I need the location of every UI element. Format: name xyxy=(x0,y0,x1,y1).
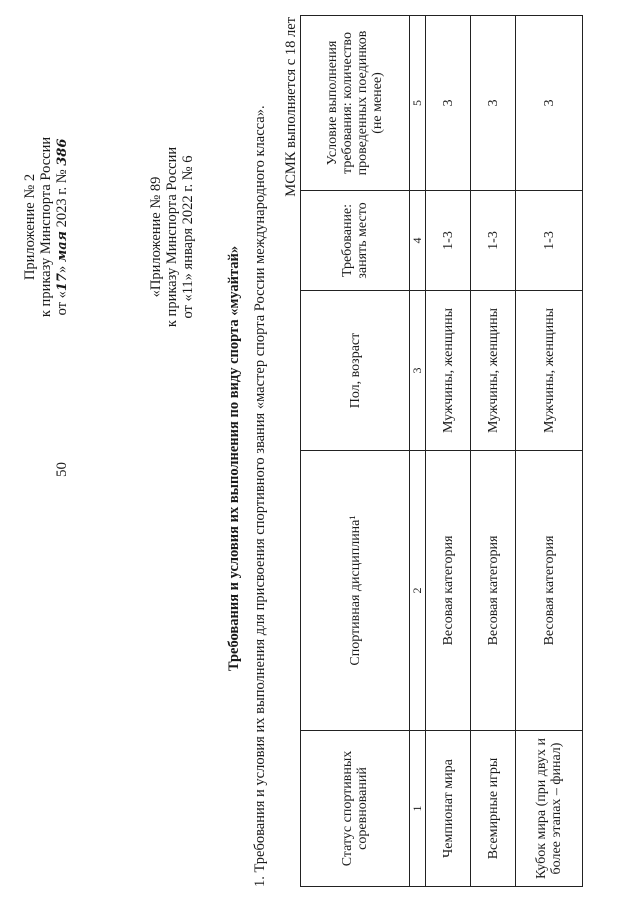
appendix-line2: к приказу Минспорта России xyxy=(38,136,54,318)
date-prefix: от « xyxy=(54,291,70,316)
table-row xyxy=(426,16,471,887)
appendix-line3 xyxy=(54,37,71,417)
cell-status: Чемпионат мира xyxy=(426,731,471,887)
cell-condition: 3 xyxy=(516,16,583,191)
age-notice: МСМК выполняется с 18 лет xyxy=(283,17,299,197)
date-suffix: 2023 г. № xyxy=(54,169,70,228)
column-number: 2 xyxy=(410,451,426,731)
date-mid: » xyxy=(54,265,70,274)
document-title: Требования и условия их выполнения по виду спорта «муайтай» xyxy=(226,245,242,672)
table-row xyxy=(516,16,583,887)
prev-appendix-line1: «Приложение № 89 xyxy=(148,176,164,298)
requirements-table xyxy=(300,15,583,887)
cell-place: 1-3 xyxy=(426,191,471,291)
page-number: 50 xyxy=(54,462,70,477)
previous-appendix-header xyxy=(148,77,196,397)
handwritten-number: 386 xyxy=(55,138,70,166)
cell-sex-age: Мужчины, женщины xyxy=(516,291,583,451)
cell-place: 1-3 xyxy=(516,191,583,291)
cell-sex-age: Мужчины, женщины xyxy=(471,291,516,451)
appendix-line1: Приложение № 2 xyxy=(22,173,38,281)
header-place: Требование: занять место xyxy=(301,191,410,291)
cell-condition: 3 xyxy=(426,16,471,191)
cell-status: Кубок мира (при двух и более этапах – финал) xyxy=(516,731,583,887)
cell-discipline: Весовая категория xyxy=(471,451,516,731)
table-header-row xyxy=(301,16,410,887)
table-row xyxy=(471,16,516,887)
header-status: Статус спортивных соревнований xyxy=(301,731,410,887)
intro-paragraph: 1. Требования и условия их выполнения для присвоения спортивного звания «мастер спорта России международного класса». xyxy=(252,105,268,887)
column-number: 5 xyxy=(410,16,426,191)
cell-status: Всемирные игры xyxy=(471,731,516,887)
handwritten-day: 17 xyxy=(55,273,70,292)
column-number: 1 xyxy=(410,731,426,887)
header-condition: Условие выполнения требования: количество проведенных поединков (не менее) xyxy=(301,16,410,191)
cell-place: 1-3 xyxy=(471,191,516,291)
prev-appendix-line2: к приказу Минспорта России xyxy=(164,146,180,328)
cell-discipline: Весовая категория xyxy=(516,451,583,731)
cell-discipline: Весовая категория xyxy=(426,451,471,731)
appendix-header xyxy=(22,37,71,417)
header-discipline: Спортивная дисциплина¹ xyxy=(301,451,410,731)
cell-condition: 3 xyxy=(471,16,516,191)
column-number: 3 xyxy=(410,291,426,451)
handwritten-month: мая xyxy=(55,231,70,263)
column-number-row xyxy=(410,16,426,887)
column-number: 4 xyxy=(410,191,426,291)
prev-appendix-line3: от «11» января 2022 г. № 6 xyxy=(180,155,196,319)
header-sex-age: Пол, возраст xyxy=(301,291,410,451)
cell-sex-age: Мужчины, женщины xyxy=(426,291,471,451)
